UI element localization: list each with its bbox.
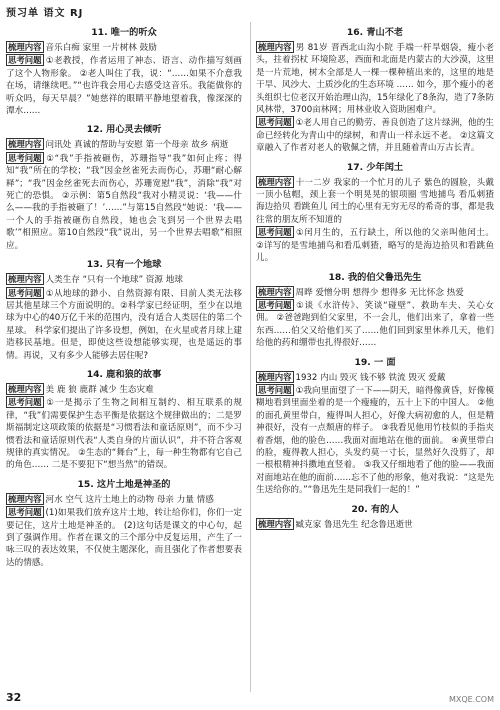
lesson-section — [6, 256, 242, 362]
answer-paragraph — [6, 396, 242, 471]
lesson-section — [256, 501, 494, 531]
answer-paragraph — [6, 273, 242, 286]
answer-paragraph — [256, 371, 494, 384]
answer-text: ①“我”手指被砸伤，苏珊指导“我”如何止疼；得知“我”所在的学校；“我”因金丝雀死去而伤心，苏珊“耐心解释”；“我”因金丝雀死去而伤心，苏珊宽慰“我”，消除“我”对死亡的恐惧。 ②示例：第5自然段“我对小精灵说：‘我——什么——我的手指被砸了！’……”与第15自然段“她说：‘我——一个人的手指被砸伤自然段，她也会飞到另一个世界去唱歌’”相照应。第10自然段“我”说出，另一个世界去唱歌”相照应。 — [6, 153, 242, 251]
section-tag: 梳理内容 — [258, 176, 292, 187]
answer-text: 问讯处 真诚的帮助与安慰 第一个母亲 故乡 病逝 — [45, 140, 229, 151]
answer-text: 人类生存 “只有一个地球” 资源 地球 — [45, 275, 183, 286]
answer-text: 音乐白痴 家里 一片树林 鼓励 — [45, 43, 157, 53]
section-tag: 梳理内容 — [8, 139, 42, 150]
lesson-section — [6, 121, 242, 252]
answer-paragraph — [6, 138, 242, 151]
page-header: 预习单 语文 RJ — [6, 8, 84, 19]
section-tag: 梳理内容 — [8, 274, 42, 285]
answer-text: ①我向里面望了一下——阴天，暗得像黄昏，好像模糊地看到里面坐着的是一个瘦瘦的，五十上下的中国人。 ②他的面孔黄里带白，瘦得叫人担心，好像大病初愈的人，但是精神很好，没有一点颓唐的样子。 ③我看见他用竹枝似的手指夹着香烟，他的脸色……我面对面地站在他的面前。 ④黄里带白的脸，瘦得教人担心，头发约莫一寸长，显然好久没剪了，却一根根精神抖擞地直竖着。 ⑤我又仔细地看了他的脸——我面对面地站在他的面前……忘不了他的形象，他对我说：“这是先生送给你的。”“鲁迅先生是同我们一起的！” — [256, 385, 494, 496]
answer-paragraph — [6, 493, 242, 506]
page-number: 32 — [6, 691, 22, 704]
answer-text: ①闰月生的，五行缺土，所以他的父亲叫他闰土。 ②详写的是雪地捕鸟和看瓜刺猹，略写的是海边拾贝和看跳鱼儿。 — [256, 228, 494, 264]
lesson-title: 15. 这片土地是神圣的 — [77, 478, 171, 490]
right-column — [256, 22, 494, 535]
answer-text: ①谈《水浒传》、笑谈“碰壁”、救助车夫、关心女佣。 ②爸爸跑到伯父家里，不一会儿，他们出来了，拿着一些东西……伯父又给他们买了……他们回到家里休养几天，他们给他的药和绷带也扎得很好…… — [256, 300, 494, 349]
answer-text: 十一二岁 我家的一个忙月的儿子 紫色的圆脸，头戴一顶小毡帽，颈上套一个明晃晃的银项圈 雪地捕鸟 看瓜刺猹 海边拾贝 看跳鱼儿 闰土的心里有无穷无尽的希奇的事，都是我往常的朋友所不知道的 — [256, 177, 494, 225]
section-tag: 梳理内容 — [258, 42, 292, 52]
answer-paragraph — [6, 152, 242, 252]
left-column — [6, 22, 242, 573]
answer-paragraph — [6, 54, 242, 117]
section-tag: 思考问题 — [8, 287, 42, 298]
answer-paragraph — [256, 286, 494, 299]
section-tag: 梳理内容 — [258, 371, 292, 382]
answer-paragraph — [6, 506, 242, 569]
section-tag: 思考问题 — [8, 55, 42, 66]
answer-paragraph — [6, 383, 242, 396]
column-divider — [250, 22, 251, 692]
answer-paragraph — [256, 176, 494, 227]
section-tag: 梳理内容 — [8, 383, 42, 394]
answer-text: 周晔 爱憎分明 想得少 想得多 无比怀念 热爱 — [295, 287, 464, 298]
answer-text: ①老人用自己的勤劳、善良创造了这片绿洲，他的生命已经转化为青山中的绿树，和青山一样永远不老。 ②这篇文章融入了作者对老人的敬佩之情，并且随着青山万古长青。 — [256, 118, 494, 154]
lesson-section — [256, 159, 494, 265]
section-tag: 思考问题 — [258, 227, 292, 238]
lesson-title: 17. 少年闰土 — [346, 161, 404, 173]
answer-text: 1932 内山 毁灭 钱不够 铁流 毁灭 爱戴 — [295, 372, 446, 383]
lesson-section — [6, 476, 242, 569]
answer-paragraph — [256, 226, 494, 264]
answer-text: 男 81岁 晋西北山沟小院 手端一杆旱烟袋，瘦小老头，拄着拐杖 环境险恶，西面和北面是内蒙古的大沙漠，这里是一片荒地，树木全部是人一棵一棵种植出来的，这里的地是干旱、风沙大、土质沙化的生态环境 …… 如今，那个瘦小的老头组织七位老汉开始治理山沟，15年绿化了8条沟，造了7条防风林带，3700亩林网；用林业收入资助困难户。 — [256, 43, 494, 116]
answer-paragraph — [256, 384, 494, 497]
lesson-title: 18. 我的伯父鲁迅先生 — [328, 271, 422, 283]
lesson-section — [256, 354, 494, 497]
lesson-title: 14. 鹿和狼的故事 — [86, 368, 162, 380]
answer-text: 美 鹿 狼 鹿群 减少 生态灾难 — [45, 384, 154, 395]
answer-paragraph — [256, 518, 494, 531]
section-tag: 梳理内容 — [8, 493, 42, 504]
section-tag: 思考问题 — [8, 507, 42, 518]
answer-paragraph — [256, 299, 494, 350]
lesson-title: 12. 用心灵去倾听 — [86, 124, 162, 136]
section-tag: 梳理内容 — [258, 518, 292, 529]
lesson-section — [6, 24, 242, 117]
section-tag: 思考问题 — [258, 299, 292, 310]
answer-paragraph — [6, 287, 242, 362]
answer-paragraph — [256, 41, 494, 116]
answer-text: ①老教授，作者运用了神态、语言、动作描写刻画了这个人物形象。 ②老人叫住了我，说：“……如果不介意我在场，请继续吧。”“也许我会用心去感受这音乐。我能做你的听众吗，每天早晨？”她慈祥的眼睛平静地望着我，像深深的潭水…… — [6, 56, 242, 117]
section-tag: 梳理内容 — [258, 286, 292, 297]
lesson-title: 20. 有的人 — [351, 503, 399, 515]
lesson-section — [6, 366, 242, 472]
lesson-title: 19. 一 面 — [354, 356, 396, 368]
lesson-section — [256, 269, 494, 350]
section-tag: 思考问题 — [258, 117, 292, 128]
section-tag: 思考问题 — [258, 384, 292, 395]
lesson-title: 16. 青山不老 — [346, 27, 404, 38]
section-tag: 思考问题 — [8, 152, 42, 163]
lesson-title: 11. 唯一的听众 — [91, 27, 157, 38]
lesson-section — [256, 24, 494, 155]
answer-paragraph — [6, 41, 242, 54]
section-tag: 梳理内容 — [8, 42, 42, 52]
answer-text: ①从地球的渺小、自然资源有限、目前人类无法移居其他星球三个方面说明的。②科学家已经证明，至少在以地球为中心的40万亿千米的范围内，没有适合人类居住的第二个星球。 科学家们提出了许多设想，例如，在火星或者月球上建造移民基地。但是，即使这些设想能够实现，也是遥远的事情。再说，又有多少人能够去居住呢? — [6, 288, 242, 361]
answer-text: ①一是揭示了生物之间相互制约、相互联系的规律，“我”们需要保护生态平衡是依据这个规律做出的；二是罗斯福制定这项政策的依据是“习惯看法和童话原则”，而不少习惯看法和童话原则代表“人类自身的片面认识”，并不符合客观规律的真实情况。 ②生态的“舞台”上，每一种生物都有它自己的角色…… 二是不要犯下“想当然”的错误。 — [6, 398, 242, 471]
section-tag: 思考问题 — [8, 397, 42, 408]
answer-text: (1)如果我们放弃这片土地，转让给你们，你们一定要记住，这片土地是神圣的。 (2)这句话是课文的中心句，起到了强调作用。作者在课文的三个部分中反复运用，产生了一咏三叹的表达效果，不仅使主题深化，而且强化了作者想要表达的情感。 — [6, 508, 242, 568]
answer-text: 河水 空气 这片土地上的动物 母亲 力量 情感 — [45, 494, 214, 505]
answer-paragraph — [256, 116, 494, 154]
watermark: MXQE.COM — [448, 695, 494, 704]
answer-text: 臧克家 鲁迅先生 纪念鲁迅逝世 — [295, 519, 413, 530]
lesson-title: 13. 只有一个地球 — [86, 259, 162, 271]
